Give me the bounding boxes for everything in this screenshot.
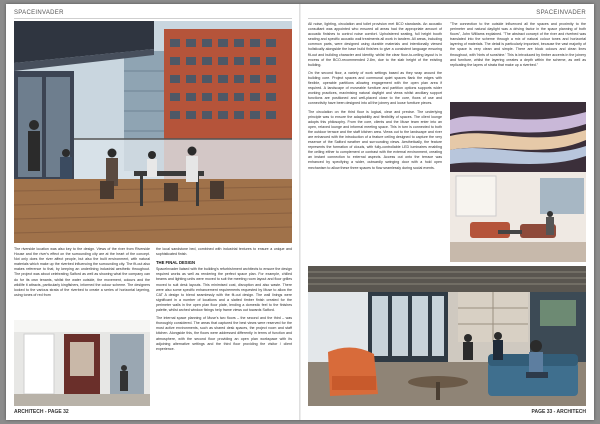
terrace-photo bbox=[14, 21, 292, 243]
header-rule-right bbox=[308, 18, 586, 19]
right-col1-paragraph-2: On the second floor, a variety of work settings based as they wrap around the building core. Project spaces and communal quiet spaces flank the edges with flexible, operable partitions allowing engagement with the open plan area if required. A landscape of moveable furniture and partition options supports wider working practices, maximising natural daylight and views whilst ancillary support functions are positioned and well-placed close to the core, flows of use and connectivity have been designed into all the joinery and loose furniture pieces. bbox=[308, 70, 442, 106]
left-col2-intro: the local sandstone bed, combined with industrial textures to ensure a unique and sophisticated finish. bbox=[156, 247, 292, 257]
right-column-2 bbox=[450, 22, 586, 100]
right-col2-quote: "The connection to the outside influenced all the spaces and proximity to the perimeter and natural daylight was a driving factor in the space planning of both floors", John Williams explained. "The abstract concept of the river and riverbed was translated into the scheme through a mix of natural colour tones and horizontal layering of materials. The detail is particularly important, because the vast majority of the space is very clean and simple. There are block colours and clean lines throughout, with 'hints of sunshine.' This is introduced by timber accents in the joinery and furniture, whilst the layering creates a depth within the scheme, as well as replicating the layers of strata that make up a riverbed." bbox=[450, 22, 586, 67]
cloud-ceiling-photo bbox=[450, 102, 586, 262]
page-spine bbox=[299, 4, 301, 420]
left-col2-paragraph-1: SpaceInvader liaised with the building's refurbishment architects to ensure the design required works as well as rendering the perfect space plan. For example, chilled beams and lighting units were moved to suit the meeting room layout and floor grilles moved to suit desk layouts. This minimised cost, disruption and also waste. There were also some specific enhancement requirements requested by Muse to allow the CAT A design to blend seamlessly with the fit-out design. The wall linings were significant in a number of locations and a slatted timber finish created for the perimeter walls in the open plan floor plate, lending a domestic feel to the finishes palette, whilst arched window fixings help frame views out towards Salford. bbox=[156, 267, 292, 313]
right-col1-paragraph-3: The circulation on the third floor is logical, clear and precise. The underlying principle was to ensure the adaptability and flexibility of spaces. The client lounge adopts this philosophy. From the core, clients and the Muse team enter into an open, relaxed lounge and informal meeting space. This in turn is connected to both the outdoor terrace and the staff kitchen area. Views out to the landscape and river are enhanced with the introduction of a feature ceiling designed to capture the very essence of the Salford weather and surrounding views. Aesthetically, the feature represents the formation of clouds, with fully-controllable LED luminaires enabling the ceiling either to complement or contrast with the external environment, creating an instant connection to external aspects. Access out onto the terrace was enhanced by specifying a wider, outwardly swinging door with a hold open mechanism to allow these three spaces to flow seamlessly during social events. bbox=[308, 109, 442, 170]
right-column-1 bbox=[308, 22, 442, 262]
right-col1-paragraph-1: All noise, lighting, circulation and toilet provision met BCO standards. An acoustic consultant was appointed who ensured all areas had the appropriate amount of acoustic finishes to control noise comfort. Upholstered seating, full height booth seating and specific acoustic wall treatments all work in tandem. All areas, including common parts, were designed using durable materials and intentionally viewed holistically alongside the base build finishes to give a consistent language ensuring fit-out and building character and identity, whilst the clear floor-to-ceiling layout is in excess of the BCO-recommended 2.8m, due to the slab height of the existing building. bbox=[308, 22, 442, 67]
header-tag-left: SPACEINVADER bbox=[14, 10, 64, 16]
footer-right: PAGE 33 - ARCHITECH bbox=[531, 409, 586, 415]
header-tag-right: SPACEINVADER bbox=[536, 10, 586, 16]
magazine-spread bbox=[6, 4, 594, 420]
left-col2-paragraph-2: The internal space planning of Muse's two floors – the second and the third – was thoroughly considered. The areas that captured the best views were reserved for the most active environments, such as shared desk spaces, the project room and staff kitchen. Alongside this, the floors were addressed differently in terms of function and atmosphere, with the second floor providing an open plan workspace with its adjoining alternative settings and the third floor providing the visitor / client experience. bbox=[156, 316, 292, 351]
lounge-photo bbox=[308, 266, 586, 406]
footer-left: ARCHITECH - PAGE 32 bbox=[14, 409, 69, 415]
corridor-photo bbox=[14, 320, 150, 406]
left-column-1 bbox=[14, 247, 150, 317]
left-column-2 bbox=[156, 247, 292, 407]
header-rule-left bbox=[14, 18, 292, 19]
left-col1-text: The riverside location was also key to the design. Views of the river from Riverside House and the river's effect on the surrounding city are at the heart of the concept. Not only does the river affect people, but also the built environment, with natural materials which make up the riverbed influencing the surrounding city. The fit-out also makes reference to that, by keeping an underlining industrial aesthetic throughout. The project was about celebrating Salford as well as showing what the company can do for its own tenants, whilst the water outside, the movement, colours and the wildlife it attracts, particularly kingfishers, informed the colour scheme. The designers looked to the various strata of the riverbed to create a series of horizontal layering, using tones of red from bbox=[14, 247, 150, 297]
section-heading-final-design: THE FINAL DESIGN bbox=[156, 260, 196, 266]
